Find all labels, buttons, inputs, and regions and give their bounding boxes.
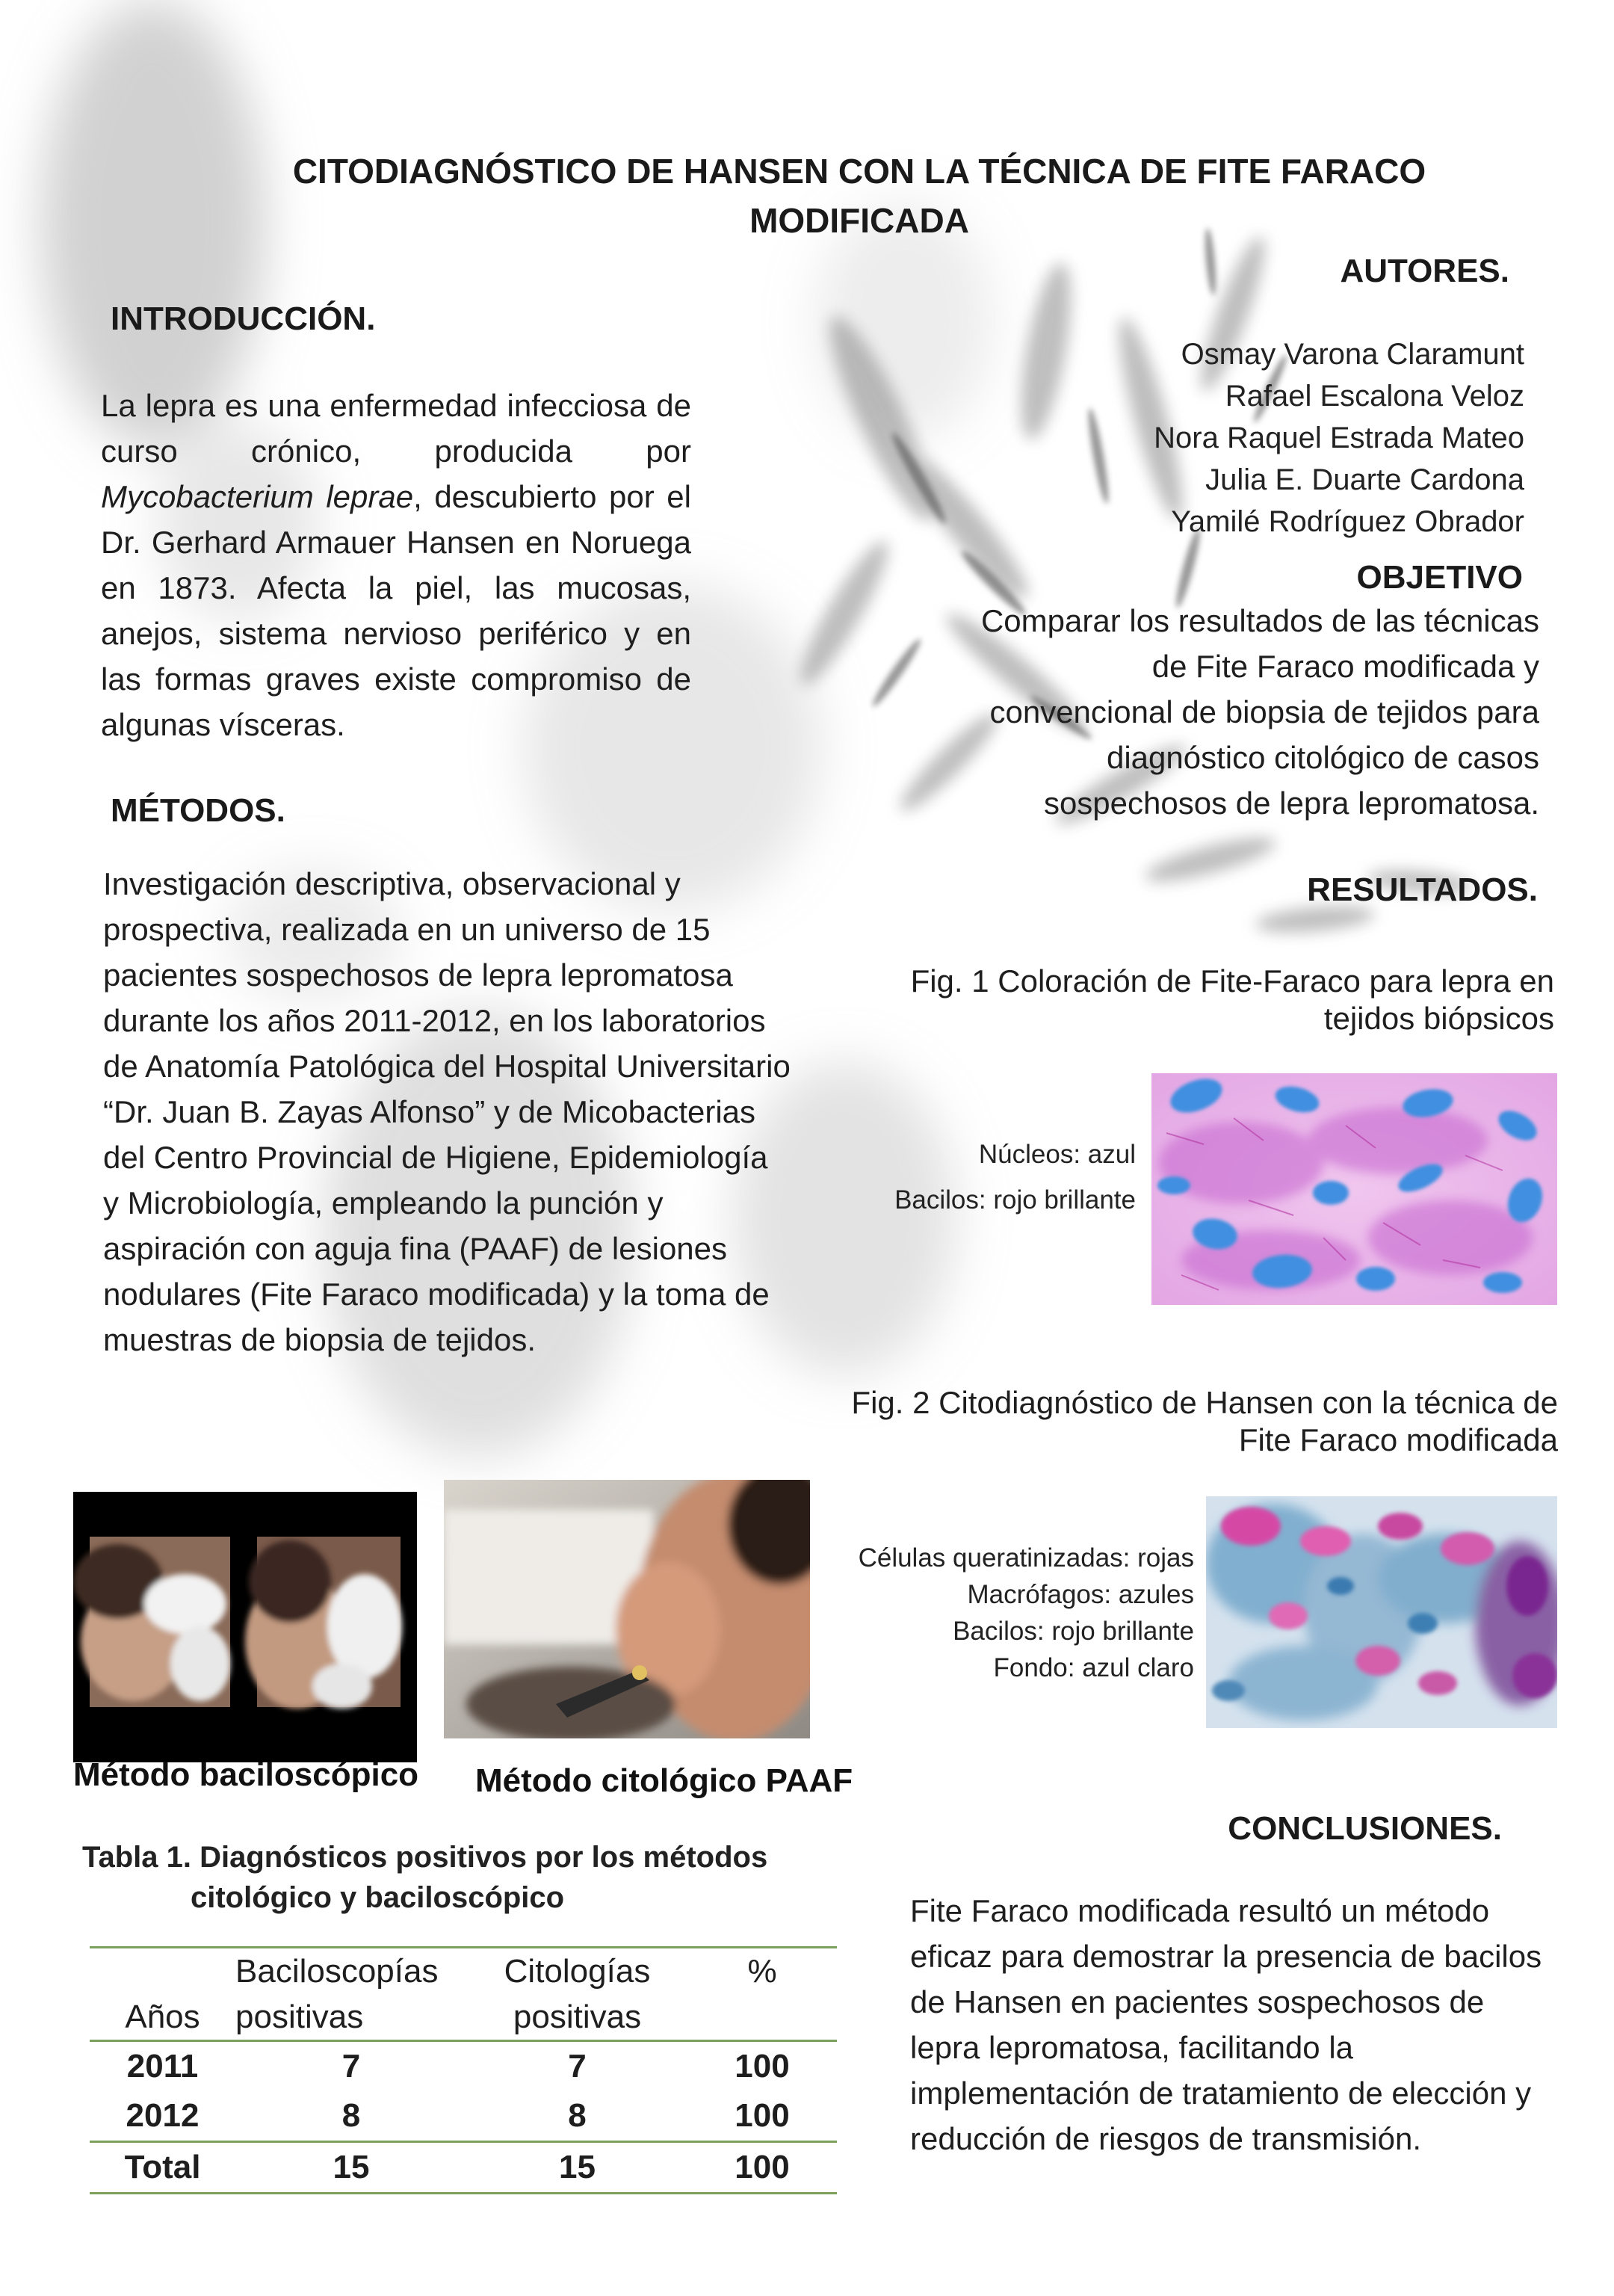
methods-heading: MÉTODOS. <box>111 792 285 829</box>
paaf-photo <box>444 1480 810 1738</box>
cell-cito: 15 <box>467 2142 687 2194</box>
table-title-line1: Tabla 1. Diagnósticos positivos por los métodos <box>82 1841 768 1874</box>
author-name: Nora Raquel Estrada Mateo <box>1154 422 1524 454</box>
fig2-caption: Fig. 2 Citodiagnóstico de Hansen con la técnica de Fite Faraco modificada <box>851 1385 1558 1457</box>
introduction-text <box>101 383 691 747</box>
table-title-line2: citológico y baciloscópico <box>191 1881 565 1914</box>
col-bacilo <box>235 1948 467 2041</box>
col-cito-line1: Citologías <box>504 1953 651 1990</box>
authors-heading: AUTORES. <box>1340 253 1509 289</box>
objective-text: Comparar los resultados de las técnicas de Fite Faraco modificada y convencional de biopsia de tejidos para diagnóstico citológico de casos sospechosos de lepra lepromatosa. <box>980 603 1539 821</box>
author-name: Rafael Escalona Veloz <box>1225 380 1524 413</box>
cell-pct: 100 <box>735 2048 790 2084</box>
cell-bacilo: 15 <box>235 2142 467 2194</box>
introduction-heading: INTRODUCCIÓN. <box>111 300 376 337</box>
objective-heading: OBJETIVO <box>1356 559 1523 596</box>
table-row <box>90 2041 837 2092</box>
fig2-legend <box>822 1540 1194 1686</box>
author-name: Yamilé Rodríguez Obrador <box>1171 505 1524 538</box>
col-bacilo-line1: Baciloscopías <box>235 1953 439 1990</box>
fig1-caption: Fig. 1 Coloración de Fite-Faraco para lepra en tejidos biópsicos <box>910 963 1554 1036</box>
col-pct: % <box>687 1948 837 2041</box>
table-header-row <box>90 1948 837 2041</box>
fig2-legend-keratinized: Células queratinizadas: rojas <box>858 1543 1194 1573</box>
cell-cito: 7 <box>568 2048 587 2084</box>
species-name: Mycobacterium leprae <box>101 479 414 514</box>
bacilo-method-label: Método baciloscópico <box>73 1756 419 1793</box>
poster-title: CITODIAGNÓSTICO DE HANSEN CON LA TÉCNICA DE FITE FARACO MODIFICADA <box>292 152 1426 240</box>
cell-bacilo: 8 <box>341 2097 361 2134</box>
paaf-method-label: Método citológico PAAF <box>475 1762 853 1799</box>
fig1-legend-nuclei: Núcleos: azul <box>978 1140 1136 1169</box>
author-name: Osmay Varona Claramunt <box>1181 338 1524 371</box>
cell-pct: 100 <box>687 2142 837 2194</box>
intro-text-after: , descubierto por el Dr. Gerhard Armauer Hansen en Noruega en 1873. Afecta la piel, las mucosas, anejos, sistema nervioso periférico y en las formas graves existe compromiso de algunas vísceras. <box>101 479 691 742</box>
cell-bacilo: 7 <box>341 2048 361 2084</box>
bacilo-photo-frames <box>73 1492 417 1762</box>
conclusions-heading: CONCLUSIONES. <box>1228 1810 1502 1847</box>
fig2-legend-macrophages: Macrófagos: azules <box>967 1580 1194 1609</box>
methods-text: Investigación descriptiva, observacional y prospectiva, realizada en un universo de 15 pacientes sospechosos de lepra lepromatosa durante los años 2011-2012, en los laboratorios de Anatomía Patológica del Hospital Universitario “Dr. Juan B. Zayas Alfonso” y de Micobacterias del Centro Provincial de Higiene, Epidemiología y Microbiología, empleando la punción y aspiración con aguja fina (PAAF) de lesiones nodulares (Fite Faraco modificada) y la toma de muestras de biopsia de tejidos. <box>103 866 791 1357</box>
author-name: Julia E. Duarte Cardona <box>1205 463 1524 496</box>
intro-text-before: La lepra es una enfermedad infecciosa de curso crónico, producida por <box>101 388 691 469</box>
results-heading: RESULTADOS. <box>1307 871 1538 908</box>
conclusions-text: Fite Faraco modificada resultó un método eficaz para demostrar la presencia de bacilos de Hansen en pacientes sospechosos de lepra lepromatosa, facilitando la implementación de tratamiento de elección y reducción de riesgos de transmisión. <box>910 1893 1542 2156</box>
table-row-total <box>90 2142 837 2194</box>
results-table <box>90 1946 837 2194</box>
fig2-legend-background: Fondo: azul claro <box>993 1653 1194 1682</box>
authors-list <box>1001 333 1524 543</box>
bacilo-photo <box>73 1492 417 1762</box>
cell-year: 2011 <box>126 2048 199 2084</box>
fig2-legend-bacilli: Bacilos: rojo brillante <box>953 1617 1194 1646</box>
col-cito <box>467 1948 687 2041</box>
fig1-legend-bacilli: Bacilos: rojo brillante <box>894 1185 1136 1215</box>
fig2-micrograph <box>1206 1496 1557 1728</box>
table-title <box>82 1837 785 1918</box>
table-row <box>90 2091 837 2142</box>
cell-pct: 100 <box>735 2097 790 2134</box>
cell-cito: 8 <box>568 2097 587 2134</box>
fig1-micrograph <box>1151 1073 1557 1305</box>
col-years: Años <box>90 1948 235 2041</box>
col-bacilo-line2: positivas <box>235 1999 364 2035</box>
cell-year: Total <box>90 2142 235 2194</box>
fig1-legend <box>829 1136 1136 1218</box>
cell-year: 2012 <box>126 2097 200 2134</box>
paaf-photo-scene <box>444 1480 810 1738</box>
col-cito-line2: positivas <box>513 1999 642 2035</box>
